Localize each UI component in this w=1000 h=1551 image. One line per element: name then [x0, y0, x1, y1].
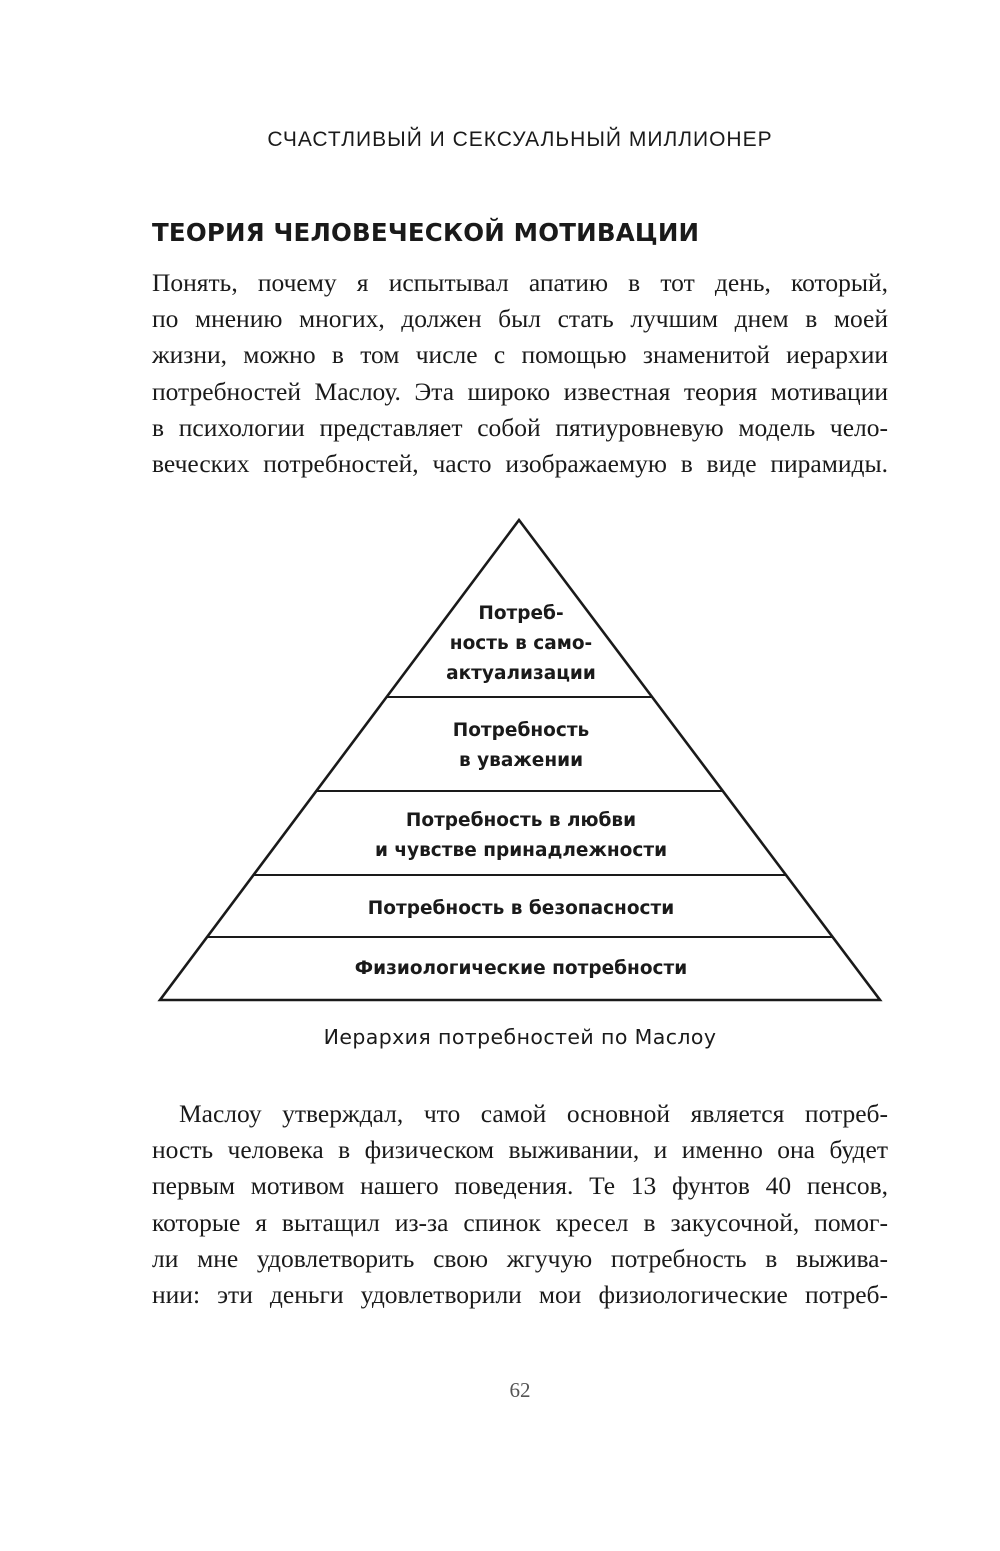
page-number: 62 — [509, 1378, 531, 1402]
text-line: ность человека в физическом выживании, и именно она будет — [152, 1135, 888, 1165]
text-line: ли мне удовлетворить свою жгучую потребность в выжива- — [152, 1243, 888, 1273]
text-line: жизни, можно в том числе с помощью знаменитой иерархии — [152, 340, 888, 370]
text-line: нии: эти деньги удовлетворили мои физиологические потреб- — [152, 1280, 888, 1310]
level-label: Потреб- — [478, 603, 564, 624]
level-label: ность в само- — [449, 633, 593, 654]
pyramid-level-safety — [368, 898, 674, 919]
text-line: Маслоу утверждал, что самой основной является потреб- — [179, 1099, 888, 1128]
level-label: и чувстве принадлежности — [374, 840, 668, 861]
level-label: Потребность в любви — [405, 810, 637, 831]
text-line: по мнению многих, должен был стать лучшим днем в моей — [152, 304, 888, 334]
figure-caption: Иерархия потребностей по Маслоу — [323, 1025, 717, 1049]
text-line: веческих потребностей, часто изображаемую в виде пирамиды. — [152, 449, 888, 479]
text-line: потребностей Маслоу. Эта широко известная теория мотивации — [152, 376, 888, 406]
text-line: которые я вытащил из-за спинок кресел в закусочной, помог- — [152, 1207, 888, 1237]
paragraph-maslow — [152, 1096, 888, 1313]
pyramid-level-love-belonging — [375, 810, 667, 861]
pyramid-level-self-actualization — [446, 603, 596, 684]
text-line: в психологии представляет собой пятиуровневую модель чело- — [152, 412, 888, 442]
section-heading: ТЕОРИЯ ЧЕЛОВЕЧЕСКОЙ МОТИВАЦИИ — [152, 218, 700, 247]
level-label: в уважении — [458, 750, 584, 771]
level-label: актуализации — [446, 663, 596, 684]
level-label: Потребность — [452, 720, 590, 741]
text-line: Понять, почему я испытывал апатию в тот день, который, — [152, 268, 888, 297]
text-line: первым мотивом нашего поведения. Те 13 фунтов 40 пенсов, — [152, 1171, 888, 1201]
pyramid-level-physiological — [355, 958, 687, 979]
level-label: Физиологические потребности — [354, 958, 688, 979]
running-head: СЧАСТЛИВЫЙ И СЕКСУАЛЬНЫЙ МИЛЛИОНЕР — [267, 128, 773, 151]
pyramid-level-esteem — [453, 720, 590, 771]
level-label: Потребность в безопасности — [367, 898, 675, 919]
